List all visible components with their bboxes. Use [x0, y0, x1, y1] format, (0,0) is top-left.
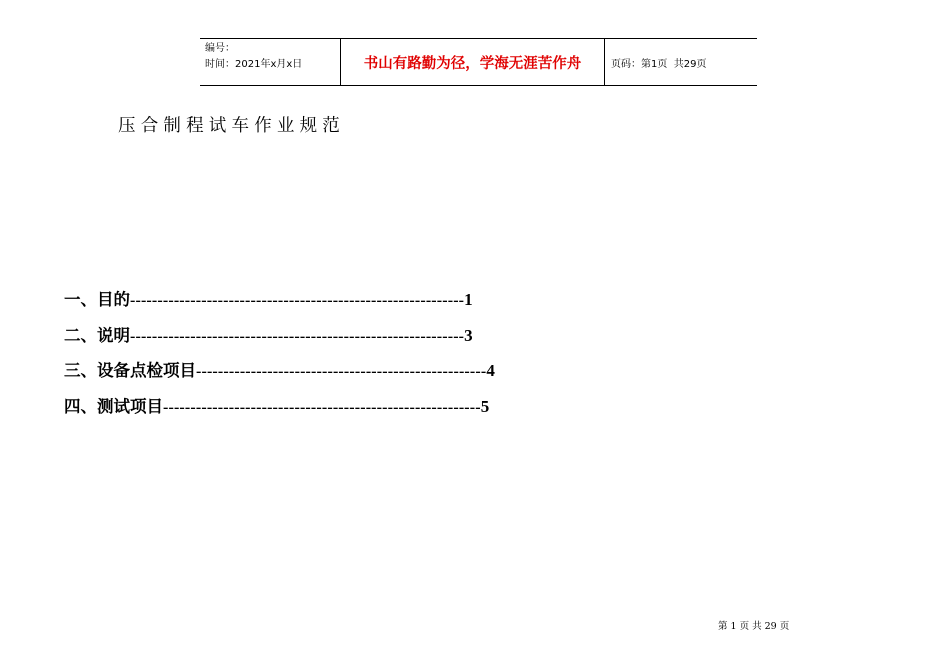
toc-entry-label: 一、目的 [64, 290, 130, 309]
toc-entry-test-items[interactable] [64, 395, 495, 431]
toc-page-number: 5 [480, 396, 490, 416]
table-of-contents [64, 288, 495, 430]
toc-page-number: 3 [464, 325, 473, 345]
toc-page-number: 4 [486, 361, 495, 380]
serial-number-label: 编号： [205, 43, 235, 54]
document-title: 压合制程试车作业规范 [118, 116, 345, 136]
date-label: 时间：2021年x月x日 [205, 59, 303, 70]
toc-page-number: 1 [464, 290, 473, 309]
page-header [200, 38, 757, 86]
toc-entry-label: 四、测试项目 [64, 396, 163, 416]
header-meta-cell [200, 39, 341, 85]
toc-leader-dots: ------------------------------------------------------------- [130, 292, 465, 309]
toc-entry-description[interactable] [64, 324, 495, 360]
toc-leader-dots: ----------------------------------------------------- [196, 363, 487, 380]
header-motto: 书山有路勤为径，学海无涯苦作舟 [363, 55, 582, 72]
toc-entry-purpose[interactable] [64, 288, 495, 324]
header-page-info: 页码：第1页 共29页 [611, 58, 707, 70]
toc-leader-dots: ------------------------------------------------------------- [130, 327, 465, 345]
toc-leader-dots: ---------------------------------------------------------- [163, 398, 481, 416]
header-page-cell [605, 39, 757, 85]
toc-entry-equipment-check[interactable] [64, 359, 495, 395]
footer-page-number: 第 1 页 共 29 页 [718, 621, 790, 632]
header-motto-cell [341, 39, 605, 85]
toc-entry-label: 二、说明 [64, 325, 130, 345]
toc-entry-label: 三、设备点检项目 [64, 361, 196, 380]
